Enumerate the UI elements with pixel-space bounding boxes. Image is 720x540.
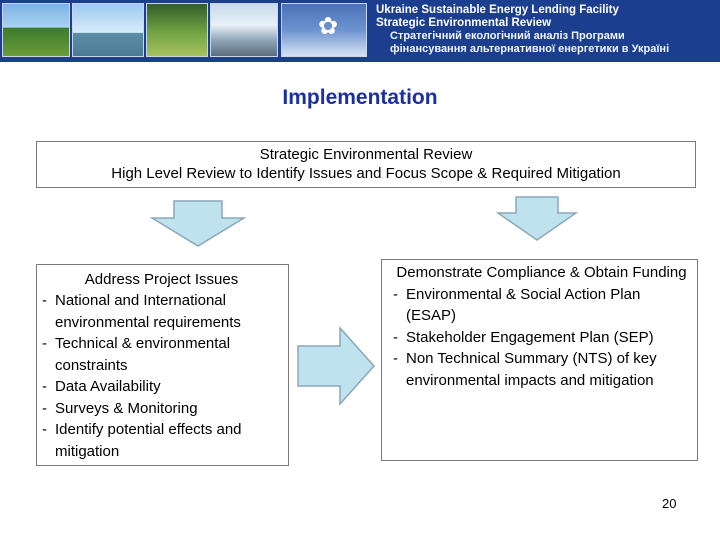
page-title: Implementation bbox=[282, 86, 438, 109]
dash-bullet: - bbox=[393, 328, 398, 346]
list-item bbox=[41, 419, 282, 462]
list-item bbox=[392, 348, 691, 391]
down-arrow-right-icon bbox=[496, 196, 578, 242]
compliance-list bbox=[392, 284, 691, 392]
list-item bbox=[41, 333, 282, 376]
banner-text bbox=[376, 4, 716, 56]
banner-photo-factory bbox=[210, 3, 278, 57]
dash-bullet: - bbox=[42, 292, 47, 309]
right-arrow-icon bbox=[296, 326, 376, 406]
strategic-review-box bbox=[36, 141, 696, 188]
list-item-text: Surveys & Monitoring bbox=[55, 399, 198, 417]
dash-bullet: - bbox=[42, 335, 47, 352]
banner-photo-trees bbox=[2, 3, 70, 57]
list-item bbox=[392, 327, 691, 349]
banner-photo-dam bbox=[72, 3, 144, 57]
banner-line-3: Стратегічний екологічний аналіз Програми bbox=[390, 30, 625, 42]
dash-bullet: - bbox=[42, 421, 47, 438]
banner-line-1: Ukraine Sustainable Energy Lending Facility bbox=[376, 4, 619, 16]
compliance-heading: Demonstrate Compliance & Obtain Funding bbox=[396, 264, 687, 281]
banner-line-2: Strategic Environmental Review bbox=[376, 17, 552, 29]
list-item-text: Technical & environmental constraints bbox=[55, 335, 231, 374]
banner-photo-forest bbox=[146, 3, 208, 57]
dash-bullet: - bbox=[42, 378, 47, 395]
strategic-review-description: High Level Review to Identify Issues and Focus Scope & Required Mitigation bbox=[111, 165, 621, 182]
list-item-text: Non Technical Summary (NTS) of key environmental impacts and mitigation bbox=[406, 350, 657, 389]
address-issues-heading: Address Project Issues bbox=[84, 271, 239, 288]
dash-bullet: - bbox=[42, 399, 47, 417]
page-number: 20 bbox=[662, 496, 677, 511]
dandelion-icon: ✿ bbox=[318, 13, 339, 40]
list-item-text: National and International environmental requirements bbox=[55, 292, 241, 331]
strategic-review-heading: Strategic Environmental Review bbox=[259, 146, 473, 163]
dash-bullet: - bbox=[393, 285, 398, 303]
header-banner bbox=[0, 0, 720, 62]
address-issues-box bbox=[36, 264, 289, 466]
compliance-box bbox=[381, 259, 698, 461]
address-issues-list bbox=[41, 290, 282, 462]
list-item bbox=[41, 398, 282, 420]
list-item bbox=[392, 284, 691, 327]
list-item-text: Identify potential effects and mitigation bbox=[55, 421, 242, 460]
list-item bbox=[41, 290, 282, 333]
banner-line-4: фінансування альтернативної енергетики в Україні bbox=[390, 43, 670, 55]
list-item-text: Environmental & Social Action Plan (ESAP) bbox=[406, 285, 641, 324]
list-item-text: Data Availability bbox=[55, 378, 161, 395]
list-item bbox=[41, 376, 282, 398]
list-item-text: Stakeholder Engagement Plan (SEP) bbox=[406, 328, 654, 346]
dash-bullet: - bbox=[393, 350, 398, 367]
down-arrow-left-icon bbox=[150, 200, 246, 248]
